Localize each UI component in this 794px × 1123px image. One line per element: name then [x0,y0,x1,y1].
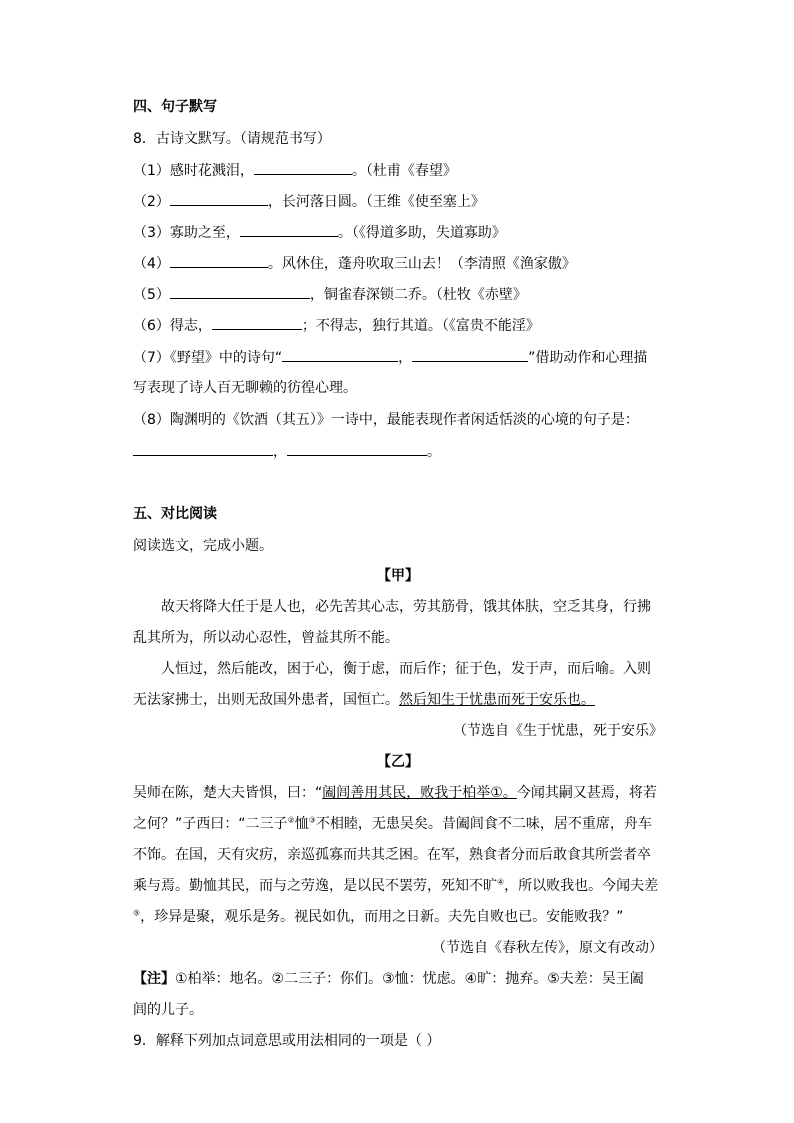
passage-yi-line: 乘与焉。勤恤其民，而与之劳逸，是以民不罢劳，死知不旷④，所以败我也。今闻夫差 [133,877,659,894]
underlined-sentence: 然后知生于忧患而死于安乐也。 [399,692,595,708]
q8-item-7-cont: 写表现了诗人百无聊赖的彷徨心理。 [133,380,357,396]
answer-blank[interactable] [412,347,528,362]
q8-item-2: （2） ，长河落日圆。（王维《使至塞上》 [133,191,663,212]
q8-item-1: （1）感时花溅泪， 。（杜甫《春望》 [133,160,663,181]
passage-yi-heading: 【乙】 [377,754,419,770]
q8-item-8: （8）陶渊明的《饮酒（其五）》一诗中，最能表现作者闲适恬淡的心境的句子是： [133,412,639,428]
section5-title: 五、对比阅读 [133,506,217,522]
q9-stem: 9．解释下列加点词意思或用法相同的一项是（ ） [133,1033,441,1049]
q8-item-5: （5） ，铜雀春深锁二乔。（杜牧《赤壁》 [133,284,663,305]
answer-blank[interactable] [170,284,310,299]
passage-jia-line: 无法家拂士，出则无敌国外患者，国恒亡。然后知生于忧患而死于安乐也。 [133,692,595,708]
answer-blank[interactable] [133,441,273,456]
notes-line: 闾的儿子。 [133,1002,203,1018]
passage-yi-line: 不饰。在国，天有灾疠，亲巡孤寡而共其乏困。在军，熟食者分而后敢食其所尝者卒 [133,847,651,863]
answer-blank[interactable] [170,253,268,268]
q8-item-3: （3）寡助之至， 。（《得道多助，失道寡助》 [133,222,663,243]
q8-item-7: （7）《野望》中的诗句“ ， ”借助动作和心理描 [133,347,663,368]
passage-yi-line: ⑤，珍异是聚，观乐是务。视民如仇，而用之日新。夫先自败也已。安能败我？” [133,908,624,925]
notes-line: 【注】①柏举：地名。②二三子：你们。③恤：忧虑。④旷：抛弃。⑤夫差：吴王阖 [133,971,644,987]
q8-item-6: （6）得志， ；不得志，独行其道。（《富贵不能淫》 [133,315,663,336]
answer-blank[interactable] [170,191,268,206]
answer-blank[interactable] [240,222,338,237]
section4-title: 四、句子默写 [133,99,217,115]
passage-yi-line: 吴师在陈，楚大夫皆惧，曰：“阖闾善用其民，败我于柏举①。今闻其嗣又甚焉，将若 [133,785,657,801]
section5-intro: 阅读选文，完成小题。 [133,538,273,554]
passage-jia-line: 乱其所为，所以动心忍性，曾益其所不能。 [133,630,399,646]
q8-item-4: （4） 。风休住，蓬舟吹取三山去！（李清照《渔家傲》 [133,253,663,274]
passage-jia-line: 故天将降大任于是人也，必先苦其心志，劳其筋骨，饿其体肤，空乏其身，行拂 [161,599,651,615]
answer-blank[interactable] [254,160,352,175]
passage-yi-source: （节选自《春秋左传》，原文有改动） [432,940,663,956]
answer-blank[interactable] [282,347,398,362]
passage-yi-line: 之何？”子西曰：“二三子②恤③不相睦，无患吴矣。昔阖闾食不二味，居不重席，舟车 [133,815,652,832]
passage-jia-source: （节选自《生于忧患，死于安乐》 [453,723,663,739]
passage-jia-heading: 【甲】 [377,568,419,584]
passage-jia-line: 人恒过，然后能改，困于心，衡于虑，而后作；征于色，发于声，而后喻。入则 [161,661,651,677]
q8-stem: 8．古诗文默写。（请规范书写） [133,131,331,147]
answer-blank[interactable] [287,441,427,456]
answer-blank[interactable] [212,315,302,330]
underlined-sentence: 阖闾善用其民，败我于柏举①。 [322,785,517,801]
q8-item-8-blanks: ， 。 [133,441,663,462]
